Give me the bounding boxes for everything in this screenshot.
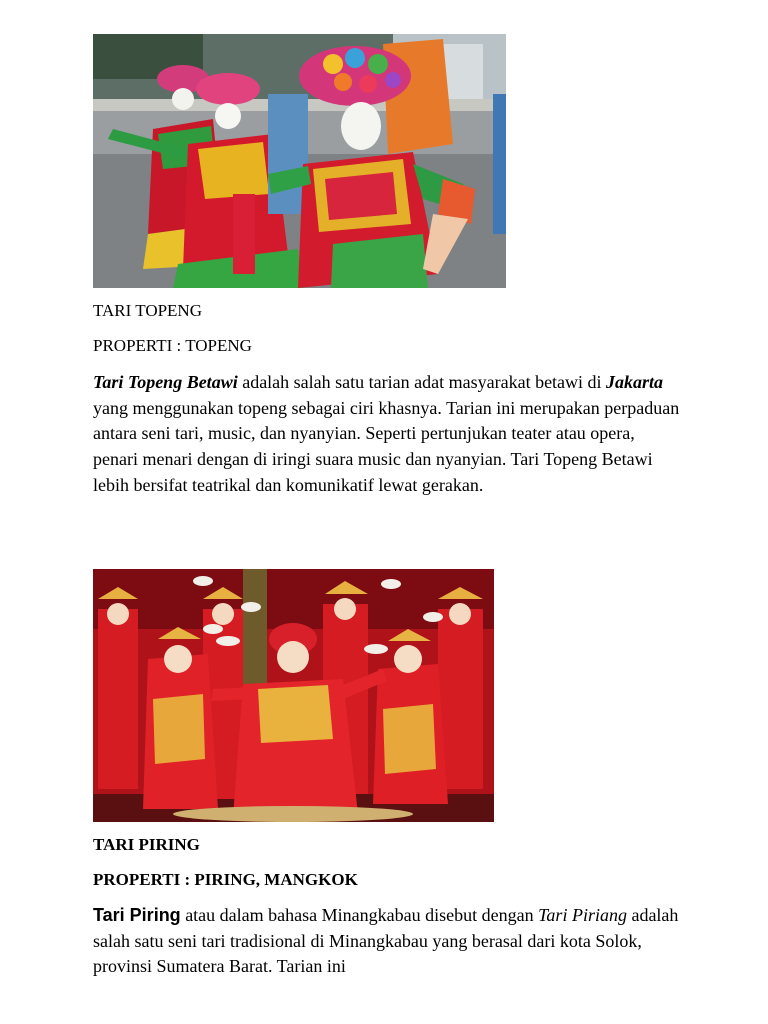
paragraph-emphasis: Tari Piriang — [538, 905, 627, 925]
section-paragraph — [93, 370, 683, 499]
paragraph-emphasis: Jakarta — [606, 372, 664, 392]
section-title: TARI PIRING — [93, 835, 200, 854]
paragraph-text: adalah salah satu seni tari tradisional di Minangkabau yang berasal dari kota Solok, provinsi Sumatera Barat. Tarian ini — [93, 905, 679, 977]
section-paragraph — [93, 903, 683, 980]
tari-piring-photo — [93, 569, 494, 822]
paragraph-text: atau dalam bahasa Minangkabau disebut dengan — [180, 905, 539, 925]
section-title: TARI TOPENG — [93, 301, 202, 320]
paragraph-text: yang menggunakan topeng sebagai ciri khasnya. Tarian ini merupakan perpaduan antara seni tari, music, dan nyanyian. Seperti pertunjukan teater atau opera, penari menari dengan di iringi suara music dan nyanyian. Tari Topeng Betawi lebih bersifat teatrikal dan komunikatif lewat gerakan. — [93, 397, 680, 495]
section-property: PROPERTI : TOPENG — [93, 336, 252, 355]
paragraph-lead: Tari Piring — [93, 905, 181, 925]
paragraph-lead: Tari Topeng Betawi — [93, 372, 238, 392]
paragraph-text: adalah salah satu tarian adat masyarakat betawi di — [237, 372, 607, 392]
section-property: PROPERTI : PIRING, MANGKOK — [93, 870, 358, 889]
tari-topeng-photo — [93, 34, 506, 288]
